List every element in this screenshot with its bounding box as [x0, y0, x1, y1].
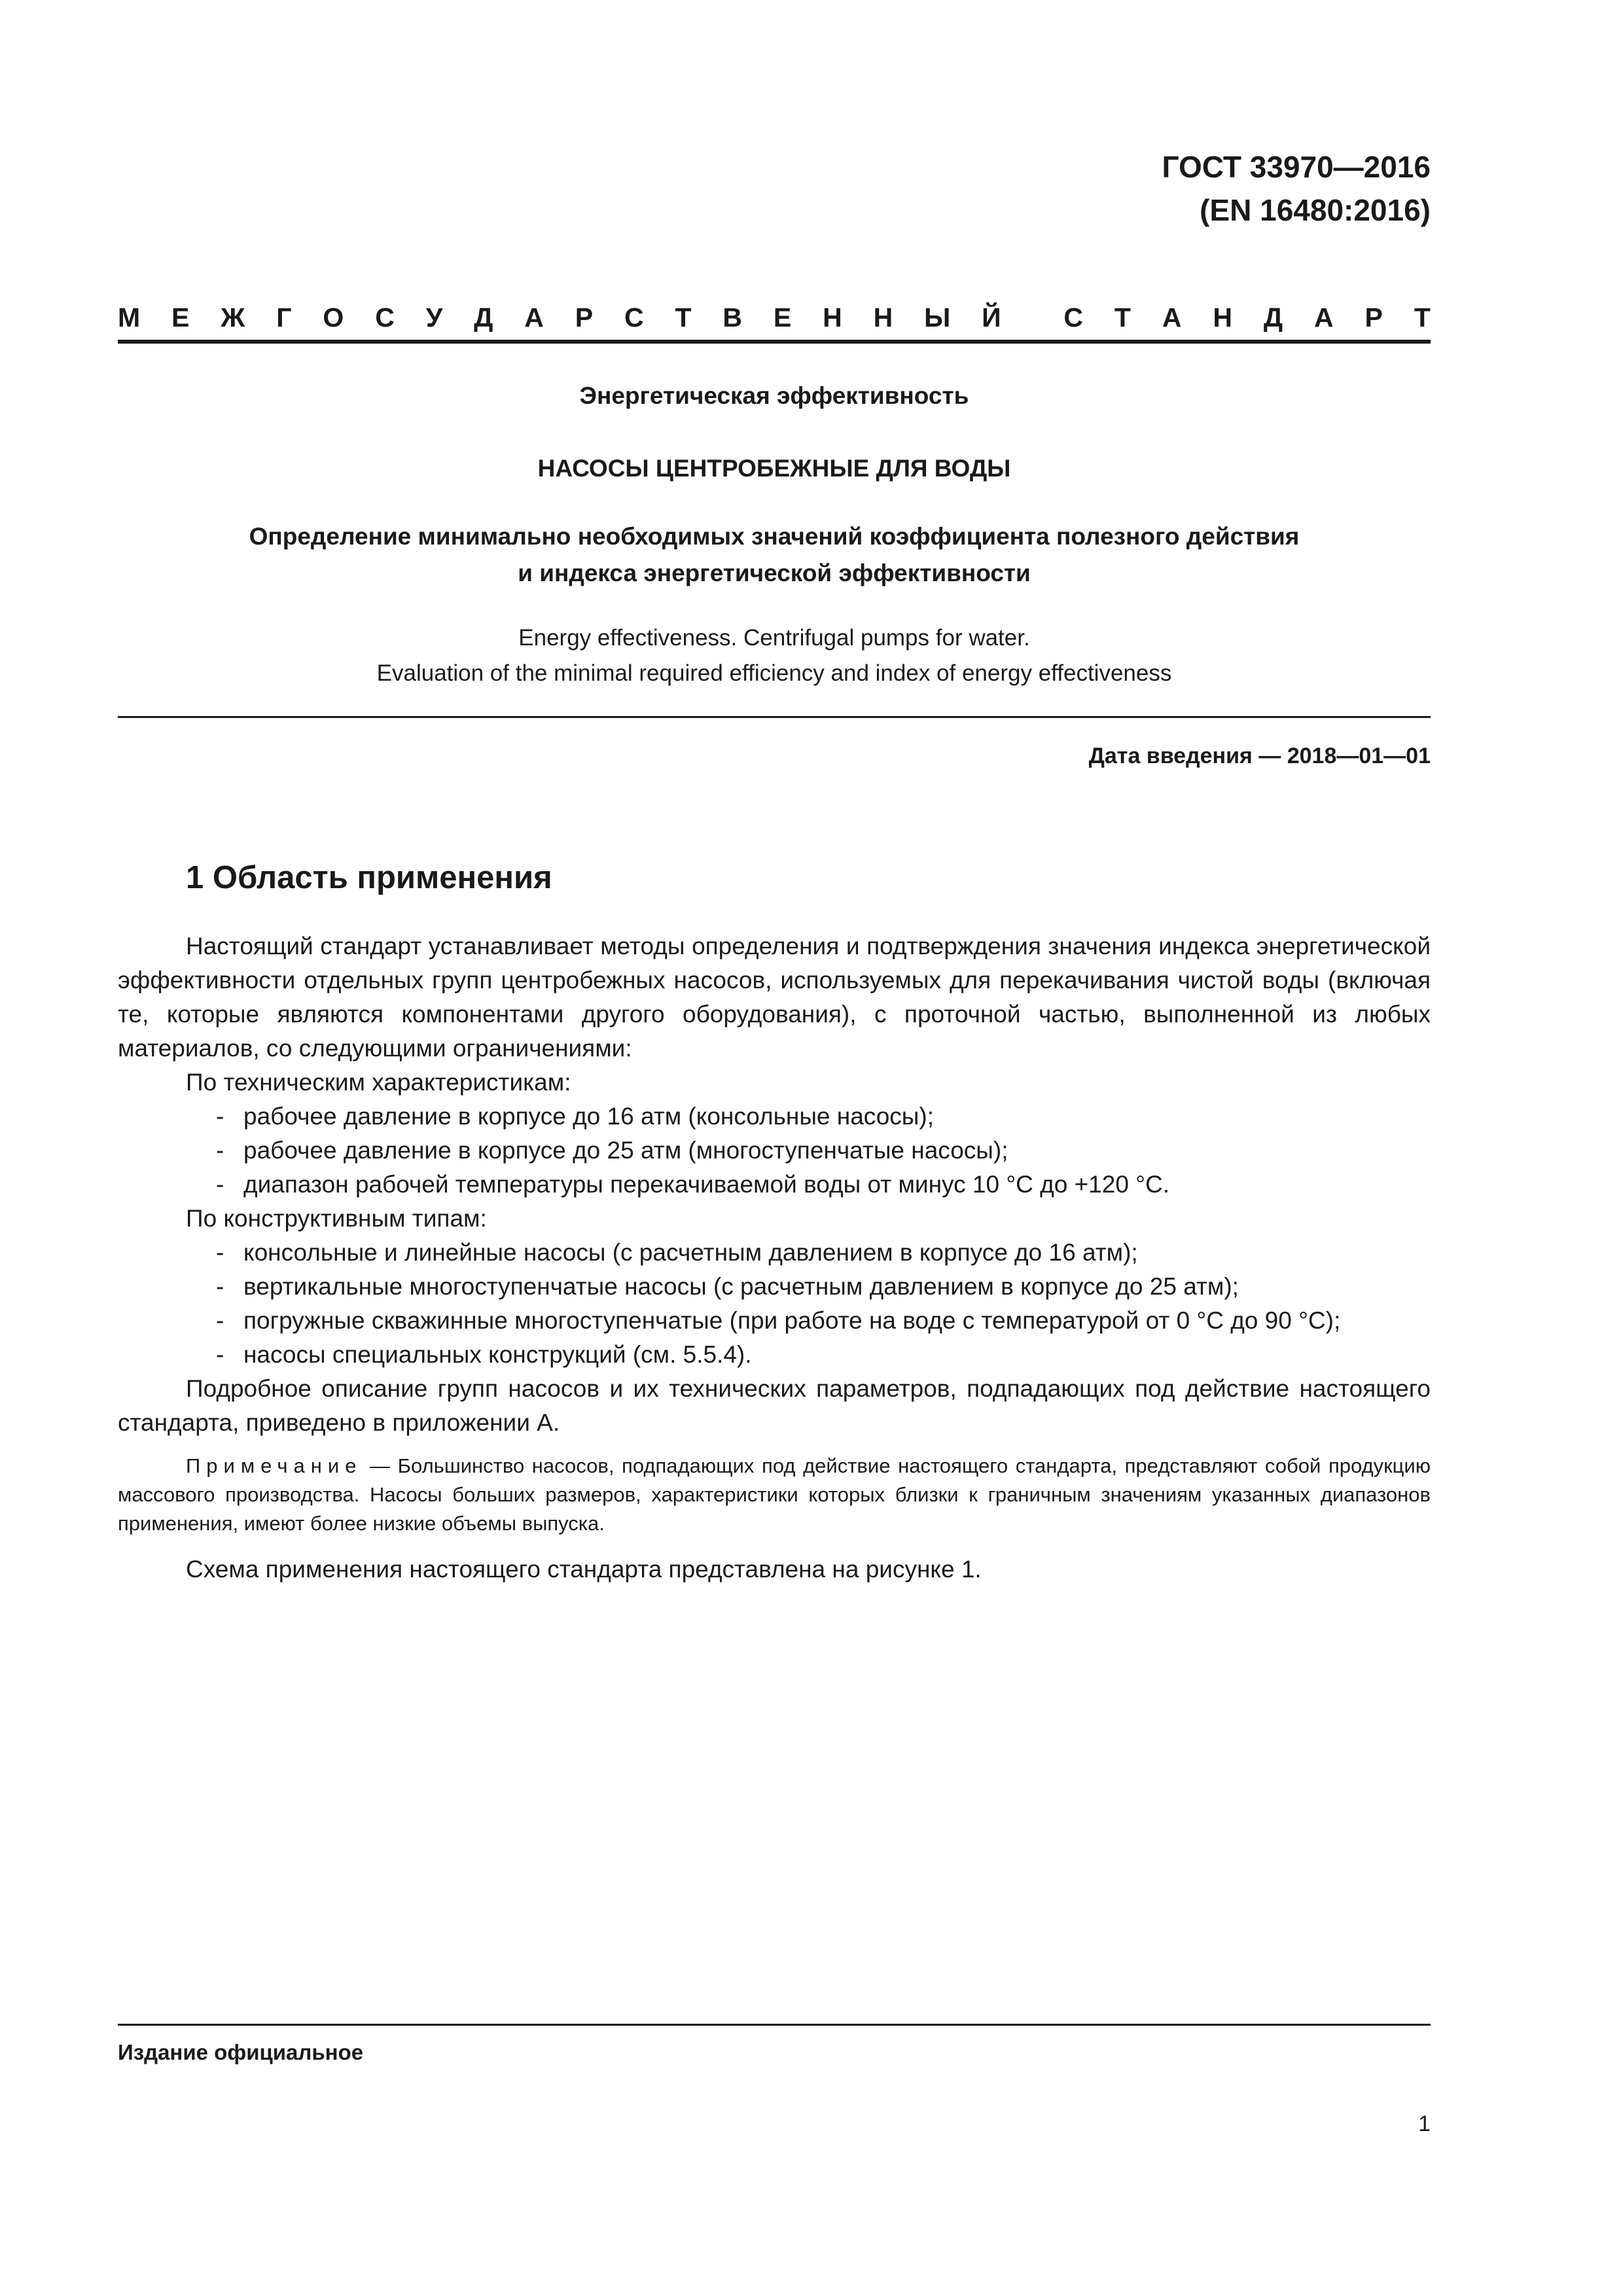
subtitle-line: Определение минимально необходимых значений коэффициента полезного действия [249, 523, 1300, 550]
banner-letter: Н [1213, 302, 1232, 332]
note-paragraph [118, 1452, 1431, 1538]
banner-letter: А [1313, 302, 1334, 332]
detail-paragraph: Подробное описание групп насосов и их технических параметров, подпадающих под действие настоящего стандарта, приведено в приложении А. [118, 1375, 1431, 1436]
footer-rule [118, 2024, 1431, 2026]
interstate-standard-banner [118, 295, 1431, 340]
standard-designation [1162, 145, 1431, 232]
title-rule [118, 716, 1431, 718]
banner-letter: Т [675, 302, 692, 332]
list-item: - погружные скважинные многоступенчатые (при работе на воде с температурой от 0 °С до 90 °С); [118, 1304, 1431, 1338]
list-item: - рабочее давление в корпусе до 25 атм (многоступенчатые насосы); [118, 1134, 1431, 1168]
banner-letter: М [118, 302, 141, 332]
banner-letter: А [1162, 302, 1182, 332]
list-item-text: рабочее давление в корпусе до 16 атм (консольные насосы); [243, 1103, 934, 1130]
list-item: - диапазон рабочей температуры перекачиваемой воды от минус 10 °С до +120 °С. [118, 1168, 1431, 1202]
banner-letter: Р [575, 302, 594, 332]
title-english [118, 620, 1431, 691]
banner-letter: Ж [221, 302, 245, 332]
banner-letter: Т [1114, 302, 1131, 332]
subtitle-line: и индекса энергетической эффективности [518, 560, 1031, 586]
page-number: 1 [1418, 2111, 1431, 2136]
title-subtitle [118, 518, 1431, 592]
banner-letter: Й [982, 302, 1001, 332]
list-item-text: вертикальные многоступенчатые насосы (с расчетным давлением в корпусе до 25 атм); [243, 1273, 1239, 1300]
banner-letter: В [722, 302, 742, 332]
en-reference: (EN 16480:2016) [1200, 193, 1431, 227]
banner-letter: У [425, 302, 443, 332]
english-title-line: Energy effectiveness. Centrifugal pumps for water. [518, 625, 1030, 651]
banner-letter: А [524, 302, 544, 332]
section-heading: 1 Область применения [186, 860, 552, 895]
list-item-text: насосы специальных конструкций (см. 5.5.4). [243, 1341, 752, 1368]
list-item: - консольные и линейные насосы (с расчетным давлением в корпусе до 16 атм); [118, 1236, 1431, 1270]
list-item-text: погружные скважинные многоступенчатые (при работе на воде с температурой от 0 °С до 90 °С); [243, 1307, 1341, 1334]
note-label: Примечание [186, 1454, 363, 1477]
banner-letter: Р [1364, 302, 1383, 332]
banner-letter: О [323, 302, 344, 332]
gost-number: ГОСТ 33970—2016 [1162, 150, 1431, 184]
list-item: - вертикальные многоступенчатые насосы (с расчетным давлением в корпусе до 25 атм); [118, 1270, 1431, 1304]
scheme-paragraph: Схема применения настоящего стандарта представлена на рисунке 1. [186, 1556, 982, 1583]
banner-letter: Ы [924, 302, 951, 332]
banner-letter: Н [823, 302, 842, 332]
banner-rule [118, 340, 1431, 344]
list-item: - насосы специальных конструкций (см. 5.5.4). [118, 1338, 1431, 1372]
introduction-date: Дата введения — 2018—01—01 [1088, 744, 1431, 768]
banner-letter: Н [873, 302, 893, 332]
english-title-line: Evaluation of the minimal required efficiency and index of energy effectiveness [376, 660, 1172, 686]
title-group: Энергетическая эффективность [579, 382, 969, 409]
title-main: НАСОСЫ ЦЕНТРОБЕЖНЫЕ ДЛЯ ВОДЫ [537, 455, 1011, 482]
list-item-text: диапазон рабочей температуры перекачиваемой воды от минус 10 °С до +120 °С. [243, 1171, 1169, 1198]
banner-letter: Д [1263, 302, 1283, 332]
banner-letter: С [1063, 302, 1084, 332]
banner-letter: Г [276, 302, 292, 332]
banner-letter: С [624, 302, 644, 332]
official-edition: Издание официальное [118, 2040, 364, 2064]
banner-letter: Д [474, 302, 493, 332]
list-item-text: рабочее давление в корпусе до 25 атм (многоступенчатые насосы); [243, 1137, 1008, 1164]
banner-letter: Е [773, 302, 792, 332]
list-item: - рабочее давление в корпусе до 16 атм (консольные насосы); [118, 1100, 1431, 1134]
type-heading: По конструктивным типам: [186, 1205, 487, 1232]
list-item-text: консольные и линейные насосы (с расчетным давлением в корпусе до 16 атм); [243, 1239, 1138, 1266]
banner-letter: Т [1414, 302, 1431, 332]
section-body [118, 929, 1431, 1587]
banner-letter: С [375, 302, 395, 332]
tech-heading: По техническим характеристикам: [186, 1069, 571, 1096]
banner-letter: Е [171, 302, 190, 332]
note-text: — Большинство насосов, подпадающих под действие настоящего стандарта, представляют собой продукцию массового производства. Насосы больших размеров, характеристики которых близки к граничным значениям указанных диапазонов применения, имеют более низкие объемы выпуска. [118, 1454, 1431, 1535]
intro-paragraph: Настоящий стандарт устанавливает методы определения и подтверждения значения индекса энергетической эффективности отдельных групп центробежных насосов, используемых для перекачивания чистой воды (включая те, которые являются компонентами другого оборудования), с проточной частью, выполненной из любых материалов, со следующими ограничениями: [118, 933, 1431, 1062]
